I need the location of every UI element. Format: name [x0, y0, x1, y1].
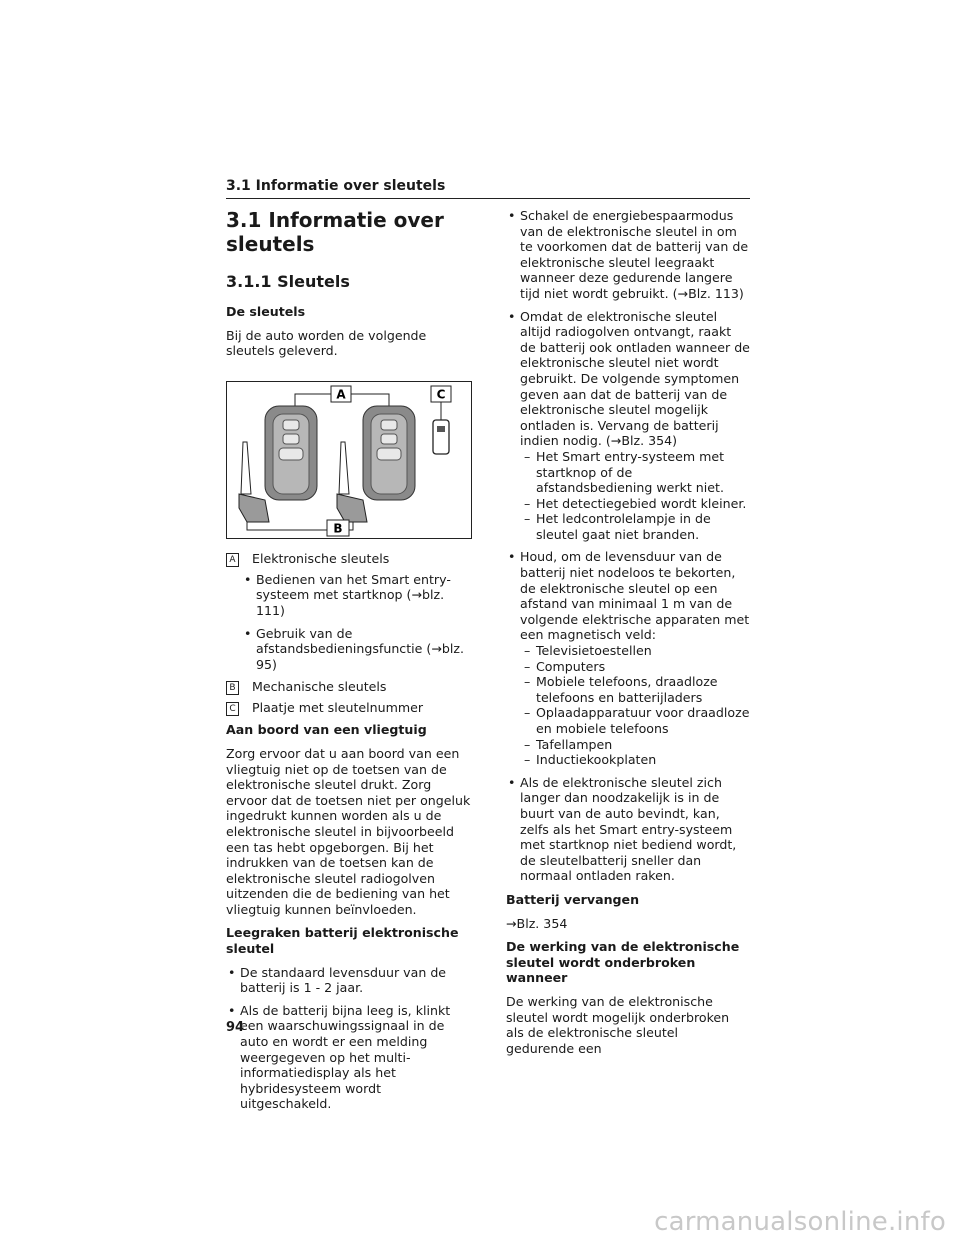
heading-batterij: Leegraken batterij elektronische sleutel — [226, 925, 459, 957]
device-list — [524, 643, 750, 768]
legend-text-a: Elektronische sleutels — [252, 550, 390, 566]
legend-text-b: Mechanische sleutels — [252, 679, 387, 695]
batterij-list — [226, 965, 472, 1112]
legend-c — [226, 700, 472, 716]
keys-drawing — [227, 382, 471, 538]
keys-intro: Bij de auto worden de volgende sleutels geleverd. — [226, 327, 427, 359]
section-title: 3.1.1 Sleutels — [226, 272, 350, 291]
symptom-list — [524, 449, 750, 543]
legend-a-sublist — [242, 572, 472, 673]
heading-batterij-vervangen: Batterij vervangen — [506, 891, 640, 907]
list-item: – Het Smart entry-systeem met startknop of de afstandsbediening werkt niet. — [524, 449, 750, 496]
list-item: – Het detectiegebied wordt kleiner. — [524, 496, 750, 512]
list-item — [506, 208, 750, 302]
list-item: • De standaard levensduur van de batterij is 1 - 2 jaar. — [226, 965, 472, 996]
key-fob-right — [337, 406, 415, 522]
right-column — [506, 208, 750, 1064]
list-item: – Inductiekookplaten — [524, 752, 750, 768]
bullet-text: Houd, om de levensduur van de batterij niet nodeloos te bekorten, de elektronische sleutel op een afstand van minimaal 1 m van de volgende elektrische apparaten met een magnetisch veld: — [520, 549, 750, 643]
bullet-text: Schakel de energiebespaarmodus van de elektronische sleutel in om te voorkomen dat de batterij van de elektronische sleutel leegraakt wanneer deze gedurende langere tijd niet wordt gebruikt. (→Blz. 113) — [520, 208, 749, 301]
list-item: • Gebruik van de afstandsbedieningsfunctie (→blz. 95) — [242, 626, 472, 673]
key-fob-left — [239, 406, 317, 522]
list-item: – Het ledcontrolelampje in de sleutel gaat niet branden. — [524, 511, 750, 542]
legend-letter-b: B — [226, 681, 239, 695]
list-item — [506, 775, 750, 884]
list-item: • Als de batterij bijna leeg is, klinkt een waarschuwingssignaal in de auto en wordt er een melding weergegeven op het multi-informatiedisplay als het hybridesysteem wordt uitgeschakeld. — [226, 1003, 472, 1112]
heading-werking: De werking van de elektronische sleutel wordt onderbroken wanneer — [506, 939, 740, 986]
list-item: – Computers — [524, 659, 750, 675]
legend-a — [226, 551, 472, 567]
legend-b — [226, 679, 472, 695]
list-item: • Bedienen van het Smart entry-systeem met startknop (→blz. 111) — [242, 572, 472, 619]
left-column — [226, 208, 472, 1120]
legend-letter-c: C — [226, 702, 239, 716]
list-item — [506, 549, 750, 767]
heading-vliegtuig: Aan boord van een vliegtuig — [226, 722, 427, 738]
keys-illustration — [226, 381, 472, 539]
werking-body: De werking van de elektronische sleutel wordt mogelijk onderbroken als de elektronische sleutel gedurende een — [506, 993, 730, 1056]
list-item: – Mobiele telefoons, draadloze telefoons en batterijladers — [524, 674, 750, 705]
batterij-vervangen-ref: →Blz. 354 — [506, 915, 568, 931]
list-item: – Tafellampen — [524, 737, 750, 753]
watermark: carmanualsonline.info — [654, 1207, 946, 1237]
chapter-title: 3.1 Informatie over sleutels — [226, 208, 444, 256]
figure-label-b: B — [333, 521, 343, 536]
heading-de-sleutels: De sleutels — [226, 304, 306, 319]
list-item: – Televisietoestellen — [524, 643, 750, 659]
running-header: 3.1 Informatie over sleutels — [226, 178, 750, 199]
list-item — [506, 309, 750, 543]
vliegtuig-body: Zorg ervoor dat u aan boord van een vliegtuig niet op de toetsen van de elektronische sleutel drukt. Zorg ervoor dat de toetsen niet per ongeluk ingedrukt kunnen worden als u de elektronische sleutel in bijvoorbeeld een tas hebt opgeborgen. Bij het indrukken van de toetsen kan de elektronische sleutel radiogolven uitzenden die de bediening van het vliegtuig kunnen beïnvloeden. — [226, 745, 471, 917]
figure-label-c: C — [436, 387, 446, 402]
list-item: – Oplaadapparatuur voor draadloze en mobiele telefoons — [524, 705, 750, 736]
bullet-text: Omdat de elektronische sleutel altijd radiogolven ontvangt, raakt de batterij ook ontladen wanneer de elektronische sleutel niet wordt gebruikt. De volgende symptomen geven aan dat de batterij van de elektronische sleutel mogelijk ontladen is. Vervang de batterij indien nodig. (→Blz. 354) — [520, 308, 750, 449]
figure-label-a: A — [336, 387, 346, 402]
key-number-plate — [433, 420, 449, 454]
right-bullets — [506, 208, 750, 884]
bullet-text: Als de elektronische sleutel zich langer dan noodzakelijk is in de buurt van de auto bevindt, kan, zelfs als het Smart entry-systeem met startknop niet bediend wordt, de sleutelbatterij sneller dan normaal ontladen raken. — [520, 774, 737, 884]
legend-text-c: Plaatje met sleutelnummer — [252, 700, 424, 716]
legend-letter-a: A — [226, 553, 239, 567]
page-number: 94 — [226, 1020, 245, 1035]
